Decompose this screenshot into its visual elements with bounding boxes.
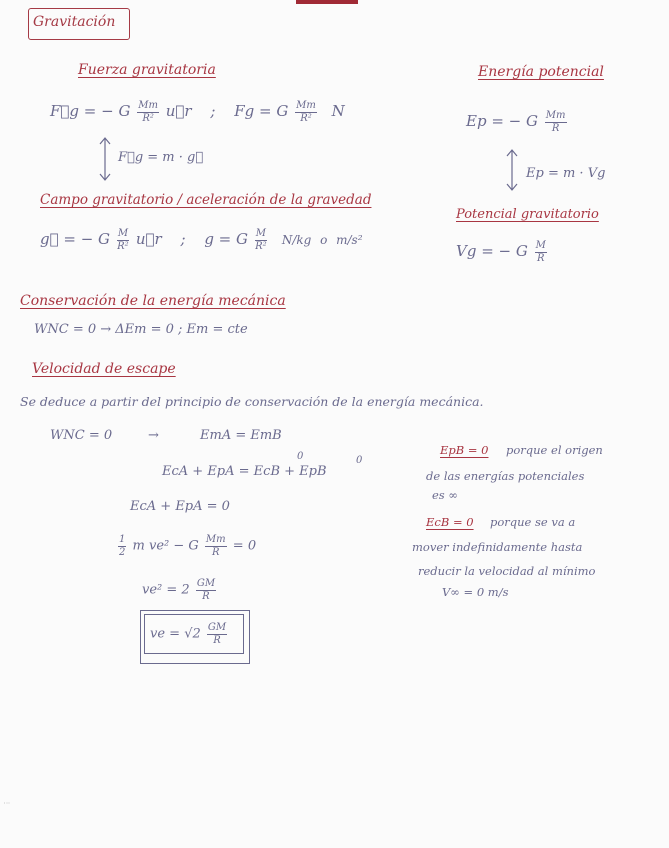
campo-frac1-den: R²	[117, 240, 129, 252]
campo-unit-or: o	[320, 233, 328, 247]
energia-relation: Ep = m · Vg	[526, 166, 606, 181]
potencial-equation	[456, 240, 549, 264]
escape-line4-frac-den: R	[212, 546, 220, 558]
escape-line3: EcA + EpA = 0	[130, 499, 230, 514]
energia-frac-num: Mm	[545, 110, 566, 121]
escape-line4-frac	[205, 534, 227, 558]
fuerza-frac2	[295, 100, 317, 124]
escape-line1-left: WNC = 0	[50, 428, 113, 443]
escape-line2-zero1: 0	[297, 451, 304, 462]
page-title: Gravitación	[33, 14, 116, 30]
potencial-frac	[535, 240, 547, 264]
energia-frac	[545, 110, 567, 134]
escape-line2-zero2: 0	[356, 455, 363, 466]
note2-text4: V∞ = 0 m/s	[442, 585, 509, 599]
campo-frac1	[117, 228, 129, 252]
note2-text1: porque se va a	[490, 515, 576, 529]
note2-key: EcB = 0	[426, 515, 474, 529]
campo-frac2	[255, 228, 267, 252]
conservacion-equation: WNC = 0 → ΔEm = 0 ; Em = cte	[34, 322, 248, 337]
fuerza-frac1-den: R²	[142, 112, 154, 124]
escape-line6-frac-den: R	[213, 634, 221, 646]
energia-heading: Energía potencial	[478, 64, 604, 80]
double-arrow-icon	[505, 148, 519, 192]
escape-line2: EcA + EpA = EcB + EpB	[162, 464, 327, 479]
escape-line6-lhs: ve = √2	[150, 626, 201, 642]
campo-frac1-num: M	[117, 228, 129, 239]
campo-sep: ;	[180, 230, 186, 248]
campo-vec-tail: u⃗r	[135, 230, 162, 248]
escape-line5-lhs: ve² = 2	[142, 582, 190, 598]
fuerza-heading: Fuerza gravitatoria	[78, 62, 216, 78]
escape-line6-frac	[207, 622, 227, 646]
fuerza-vector-equation	[50, 100, 345, 124]
fuerza-frac1	[137, 100, 159, 124]
escape-line4-mid: m ve² − G	[132, 538, 199, 554]
escape-line5-frac	[196, 578, 216, 602]
campo-frac2-num: M	[255, 228, 267, 239]
escape-line4-coef-den: 2	[119, 546, 126, 558]
escape-line6-frac-num: GM	[207, 622, 227, 633]
fuerza-sep: ;	[210, 102, 216, 120]
note1-text2: de las energías potenciales	[426, 469, 585, 483]
energia-frac-den: R	[551, 122, 560, 134]
fuerza-scalar-lhs: Fg = G	[234, 102, 289, 120]
note1-text1: porque el origen	[506, 443, 603, 457]
fuerza-unit: N	[331, 102, 345, 120]
escape-line5-frac-num: GM	[196, 578, 216, 589]
campo-frac2-den: R²	[255, 240, 267, 252]
escape-line4	[116, 534, 256, 558]
energia-equation	[466, 110, 569, 134]
fuerza-frac2-num: Mm	[296, 100, 316, 111]
potencial-heading: Potencial gravitatorio	[456, 207, 599, 222]
escape-line5-frac-den: R	[202, 590, 210, 602]
escape-line1-right: EmA = EmB	[200, 428, 282, 443]
campo-unit2: m/s²	[336, 233, 363, 247]
campo-unit1: N/kg	[281, 233, 312, 247]
top-tab-marker	[296, 0, 358, 4]
potencial-frac-den: R	[537, 252, 545, 264]
note1-text3: es ∞	[432, 488, 458, 502]
escape-line4-coef	[118, 534, 126, 558]
fuerza-vec-lhs: F⃗g = − G	[50, 102, 131, 120]
fuerza-vec-tail: u⃗r	[165, 102, 192, 120]
double-arrow-icon	[98, 136, 112, 182]
fuerza-relation: F⃗g = m · g⃗	[118, 150, 204, 165]
note2-text2: mover indefinidamente hasta	[412, 540, 583, 554]
escape-line5	[142, 578, 218, 602]
escape-line6	[150, 622, 229, 646]
note2-text3: reducir la velocidad al mínimo	[418, 564, 596, 578]
campo-vector-equation	[40, 228, 363, 252]
note1-key: EpB = 0	[440, 443, 489, 457]
fuerza-frac2-den: R²	[300, 112, 312, 124]
escape-line1-arrow: →	[148, 428, 159, 443]
escape-line4-end: = 0	[232, 538, 257, 554]
campo-vec-lhs: g⃗ = − G	[40, 230, 111, 248]
potencial-frac-num: M	[535, 240, 546, 251]
escape-intro: Se deduce a partir del principio de conservación de la energía mecánica.	[20, 394, 484, 409]
escape-line4-coef-num: 1	[119, 534, 126, 545]
campo-heading: Campo gravitatorio / aceleración de la gravedad	[40, 192, 372, 208]
conservacion-heading: Conservación de la energía mecánica	[20, 293, 286, 309]
potencial-lhs: Vg = − G	[456, 242, 528, 260]
scan-edge-mark: ⋮	[3, 800, 10, 806]
fuerza-frac1-num: Mm	[138, 100, 158, 111]
campo-scalar-lhs: g = G	[204, 230, 249, 248]
energia-lhs: Ep = − G	[466, 112, 538, 130]
escape-heading: Velocidad de escape	[32, 361, 176, 377]
escape-line4-frac-num: Mm	[205, 534, 226, 545]
